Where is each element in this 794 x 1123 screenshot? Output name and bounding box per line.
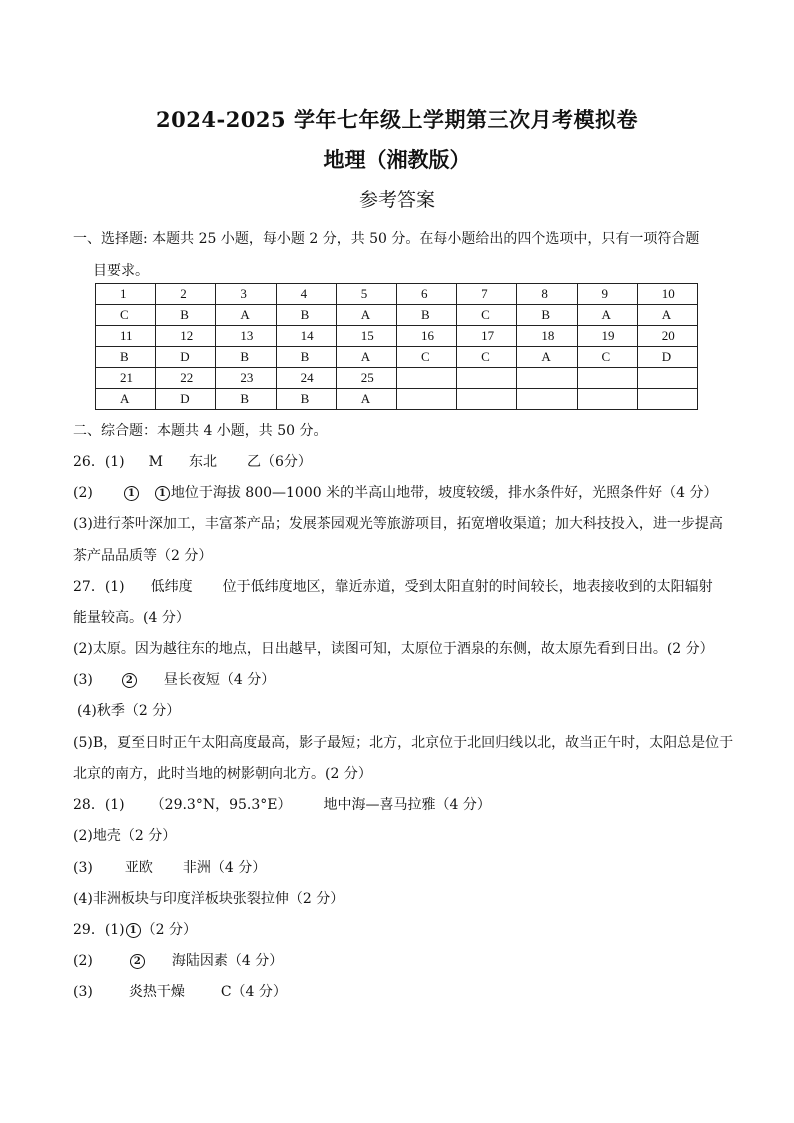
q27-p1-answer-b: 位于低纬度地区，靠近赤道，受到太阳直射的时间较长，地表接收到的太阳辐射 [222,579,713,595]
table-cell: C [396,347,456,368]
table-cell: 3 [216,284,276,305]
table-cell: A [336,347,396,368]
table-cell: D [637,347,697,368]
q26-p1-label: 26．(1) [73,454,125,470]
q26-p1-answer-a: M [148,454,163,470]
q29-part3 [73,981,287,1001]
table-cell [457,389,517,410]
table-cell: 16 [396,326,456,347]
table-cell: 4 [276,284,336,305]
q27-part1-line2: 能量较高。(4 分） [73,610,190,626]
q26-part3-line2: 茶产品品质等（2 分） [73,548,213,564]
table-cell: 1 [96,284,156,305]
q28-part4: (4)非洲板块与印度洋板块张裂拉伸（2 分） [73,891,345,907]
table-cell: C [96,305,156,326]
table-cell [637,389,697,410]
q29-part2 [73,950,283,970]
q29-p3-answer-a: 炎热干燥 [128,984,185,1000]
table-cell: 17 [457,326,517,347]
table-row [96,305,698,326]
table-cell: 11 [96,326,156,347]
circled-number-icon: 1 [124,486,139,501]
table-cell: B [156,305,216,326]
q29-p3-label: (3) [73,984,93,1000]
table-cell: 22 [156,368,216,389]
table-cell: C [457,305,517,326]
table-row [96,389,698,410]
q29-part1 [73,919,197,939]
table-cell: 10 [637,284,697,305]
table-cell: 25 [336,368,396,389]
q28-p3-answer-b: 非洲（4 分） [182,860,267,876]
circled-number-icon: 1 [126,923,141,938]
table-cell: B [276,305,336,326]
table-cell: 24 [276,368,336,389]
table-cell: 19 [577,326,637,347]
q26-part1 [73,451,312,471]
table-cell [517,368,577,389]
q26-p2-text: 地位于海拔 800—1000 米的半高山地带，坡度较缓，排水条件好，光照条件好（4 分） [170,485,718,501]
q28-p3-label: (3) [73,860,93,876]
exam-subtitle: 地理（湘教版） [323,147,471,172]
section1-intro-line1: 一、选择题: 本题共 25 小题，每小题 2 分，共 50 分。在每小题给出的四个选项中，只有一项符合题 [73,231,700,247]
q29-p2-label: (2) [73,953,93,969]
table-cell: B [216,389,276,410]
q28-part2: (2)地壳（2 分） [73,828,177,844]
circled-number-icon: 1 [155,486,170,501]
table-row [96,284,698,305]
table-cell: A [336,389,396,410]
q27-part1 [73,576,713,596]
table-cell: B [396,305,456,326]
table-cell: A [517,347,577,368]
table-cell: 8 [517,284,577,305]
table-cell: 5 [336,284,396,305]
q26-p1-answer-b: 东北 [189,454,217,470]
table-cell: 18 [517,326,577,347]
table-cell [517,389,577,410]
q27-part5-line2: 北京的南方，此时当地的树影朝向北方。(2 分） [73,766,372,782]
table-cell: 9 [577,284,637,305]
section2-intro: 二、综合题：本题共 4 小题，共 50 分。 [73,423,328,439]
circled-number-icon: 2 [130,954,145,969]
table-cell: 13 [216,326,276,347]
table-cell: 15 [336,326,396,347]
table-cell: B [276,389,336,410]
q27-part3 [73,669,275,689]
table-cell: A [336,305,396,326]
table-cell: B [96,347,156,368]
table-cell: 2 [156,284,216,305]
table-cell: D [156,347,216,368]
table-cell [577,368,637,389]
table-cell [577,389,637,410]
q26-part3-line1: (3)进行茶叶深加工，丰富茶产品；发展茶园观光等旅游项目，拓宽增收渠道；加大科技投入，进一步提高 [73,516,723,532]
table-cell: B [216,347,276,368]
table-cell: A [637,305,697,326]
table-cell [396,368,456,389]
q27-part5-line1: (5)B，夏至日时正午太阳高度最高，影子最短；北方，北京位于北回归线以北，故当正午时，太阳总是位于 [73,735,734,751]
table-cell: 12 [156,326,216,347]
q27-p1-label: 27．(1) [73,579,125,595]
q28-p1-answer-a: （29.3°N，95.3°E） [150,797,292,813]
q26-p2-label: (2) [73,485,93,501]
table-row [96,326,698,347]
answer-table [95,283,698,410]
table-cell: A [96,389,156,410]
circled-number-icon: 2 [122,673,137,688]
q26-p1-answer-c: 乙（6分） [247,454,312,470]
table-cell: B [276,347,336,368]
table-cell [396,389,456,410]
table-cell: B [517,305,577,326]
table-cell: 21 [96,368,156,389]
exam-title: 2024-2025 学年七年级上学期第三次月考模拟卷 [156,107,638,132]
table-row [96,347,698,368]
table-cell: D [156,389,216,410]
table-cell [637,368,697,389]
table-cell: 6 [396,284,456,305]
q28-part3 [73,857,266,877]
q26-part2 [73,482,717,502]
q28-p1-answer-b: 地中海—喜马拉雅（4 分） [323,797,491,813]
q29-p2-text: 海陆因素（4 分） [171,953,284,969]
q28-part1 [73,794,491,814]
table-row [96,368,698,389]
q28-p1-label: 28．(1) [73,797,125,813]
table-cell: 20 [637,326,697,347]
table-cell: A [216,305,276,326]
table-cell: A [577,305,637,326]
q29-p1-label: 29．(1) [73,922,125,938]
q28-p3-answer-a: 亚欧 [124,860,153,876]
table-cell: C [457,347,517,368]
table-cell [457,368,517,389]
q27-p1-answer-a: 低纬度 [150,579,193,595]
q29-p1-text: （2 分） [141,922,198,938]
q29-p3-answer-b: C（4 分） [220,984,287,1000]
section1-intro-line2: 目要求。 [93,263,149,279]
table-cell: 14 [276,326,336,347]
q27-p3-label: (3) [73,672,93,688]
q27-part2: (2)太原。因为越往东的地点，日出越早，读图可知，太原位于酒泉的东侧，故太原先看到日出。(2 分） [73,641,714,657]
document-type: 参考答案 [358,189,435,211]
q27-p3-text: 昼长夜短（4 分） [163,672,276,688]
q27-part4: (4)秋季（2 分） [77,703,181,719]
table-cell: 23 [216,368,276,389]
table-cell: C [577,347,637,368]
table-cell: 7 [457,284,517,305]
